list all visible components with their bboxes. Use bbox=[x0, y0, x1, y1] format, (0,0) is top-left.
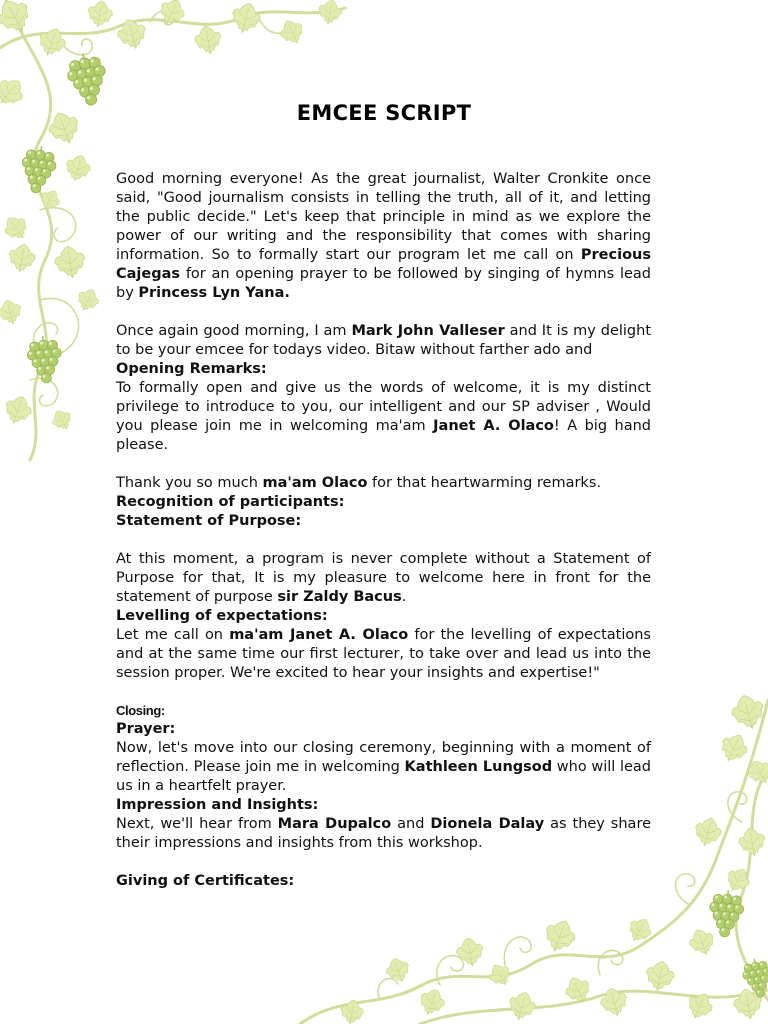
vine-leaf bbox=[317, 0, 344, 26]
paragraph-text: Thank you so much bbox=[116, 475, 263, 491]
blank-line bbox=[116, 531, 651, 550]
vine-leaf bbox=[35, 24, 69, 59]
highlighted-name: ma'am Olaco bbox=[262, 475, 368, 491]
paragraph-text: for the levelling of expectations and at the same time our first lecturer, to take over and lead us into the session proper. We're excited to hear your insights and expertise!" bbox=[116, 627, 651, 681]
paragraph-text: as they share their impressions and insights from this workshop. bbox=[116, 816, 652, 851]
section-heading: Levelling of expectations: bbox=[116, 608, 328, 624]
highlighted-name: Mark John Valleser bbox=[351, 323, 505, 339]
blank-line bbox=[116, 853, 651, 872]
script-paragraph bbox=[116, 815, 651, 853]
script-paragraph bbox=[116, 474, 651, 493]
vine-leaf bbox=[416, 985, 448, 1018]
paragraph-text: Once again good morning, I am bbox=[116, 323, 352, 339]
vine-leaf bbox=[541, 916, 580, 956]
vine-leaf bbox=[53, 244, 88, 281]
grape-cluster bbox=[26, 335, 64, 385]
vine-leaf bbox=[193, 24, 224, 56]
highlighted-name: Kathleen Lungsod bbox=[404, 759, 553, 775]
vine-leaf bbox=[0, 297, 24, 326]
script-paragraph bbox=[116, 739, 651, 796]
section-heading: Prayer: bbox=[116, 721, 176, 737]
vine-leaf bbox=[692, 815, 725, 849]
vine-leaf bbox=[0, 211, 32, 244]
vine-leaf bbox=[455, 936, 486, 968]
grape-cluster bbox=[18, 144, 58, 195]
paragraph-text: and bbox=[391, 816, 431, 832]
vine-leaf bbox=[624, 914, 656, 946]
vine-leaf bbox=[49, 406, 76, 433]
paragraph-text: Good morning everyone! As the great journalist, Walter Cronkite once said, "Good journalism consists in telling the truth, all of it, and letting the public decide." Let's keep that principle in mind as we explore the power of our writing and the responsibility that comes with sharing information. So to formally start our program let me call on bbox=[116, 171, 651, 263]
vine-leaf bbox=[155, 0, 188, 29]
script-body bbox=[116, 170, 651, 891]
vine-leaf bbox=[683, 989, 716, 1023]
closing-label: Closing: bbox=[116, 703, 165, 718]
vine-leaf bbox=[644, 959, 677, 993]
blank-line bbox=[116, 303, 651, 322]
vine-leaf bbox=[686, 925, 718, 958]
highlighted-name: sir Zaldy Bacus bbox=[277, 589, 402, 605]
paragraph-text: Next, we'll hear from bbox=[116, 816, 278, 832]
blank-line bbox=[116, 455, 651, 474]
paragraph-text: Now, let's move into our closing ceremony, beginning with a moment of reflection. Please join me in welcoming bbox=[116, 740, 651, 775]
vine-leaf bbox=[1, 392, 35, 427]
highlighted-name: ma'am Janet A. Olaco bbox=[229, 627, 409, 643]
section-heading: Impression and Insights: bbox=[116, 797, 319, 813]
script-paragraph bbox=[116, 170, 651, 303]
blank-line bbox=[116, 683, 651, 702]
highlighted-name: Dionela Dalay bbox=[430, 816, 545, 832]
script-paragraph bbox=[116, 550, 651, 607]
vine-leaf bbox=[506, 989, 539, 1023]
vine-leaf bbox=[86, 0, 115, 29]
highlighted-name: Janet A. Olaco bbox=[433, 418, 554, 434]
vine-leaf bbox=[229, 0, 264, 36]
vine-leaf bbox=[7, 242, 38, 274]
paragraph-text: ! A big hand please. bbox=[116, 418, 651, 453]
vine-leaf bbox=[716, 730, 752, 767]
vine-leaf bbox=[383, 955, 413, 986]
vine-leaf bbox=[737, 826, 768, 858]
highlighted-name: Mara Dupalco bbox=[277, 816, 392, 832]
vine-leaf bbox=[74, 285, 103, 314]
paragraph-text: for that heartwarming remarks. bbox=[367, 475, 601, 491]
vine-leaf bbox=[0, 0, 36, 38]
paragraph-text: and It is my delight to be your emcee for todays video. Bitaw without farther ado and bbox=[116, 323, 652, 358]
section-heading: Recognition of participants: bbox=[116, 494, 345, 510]
grape-cluster bbox=[707, 889, 745, 939]
page-title: EMCEE SCRIPT bbox=[296, 101, 472, 125]
section-heading: Statement of Purpose: bbox=[116, 513, 302, 529]
highlighted-name: Princess Lyn Yana. bbox=[138, 285, 290, 301]
script-paragraph bbox=[116, 322, 651, 360]
script-paragraph bbox=[116, 379, 651, 455]
paragraph-text: To formally open and give us the words of welcome, it is my distinct privilege to introduce to you, our intelligent and our SP adviser , Would you please join me in welcoming ma'am bbox=[116, 380, 651, 434]
highlighted-name: Precious Cajegas bbox=[116, 247, 651, 282]
paragraph-text: for an opening prayer to be followed by singing of hymns lead by bbox=[116, 266, 651, 301]
script-paragraph bbox=[116, 626, 651, 683]
paragraph-text: At this moment, a program is never complete without a Statement of Purpose for that, It is my pleasure to welcome here in front for the statement of purpose bbox=[116, 551, 651, 605]
paragraph-text: Let me call on bbox=[116, 627, 230, 643]
paragraph-text: . bbox=[401, 589, 407, 605]
section-heading: Opening Remarks: bbox=[116, 361, 267, 377]
section-heading: Giving of Certificates: bbox=[116, 873, 295, 889]
vine-leaf bbox=[277, 16, 308, 48]
paragraph-text: who will lead us in a heartfelt prayer. bbox=[116, 759, 651, 794]
vine-leaf bbox=[63, 152, 93, 184]
